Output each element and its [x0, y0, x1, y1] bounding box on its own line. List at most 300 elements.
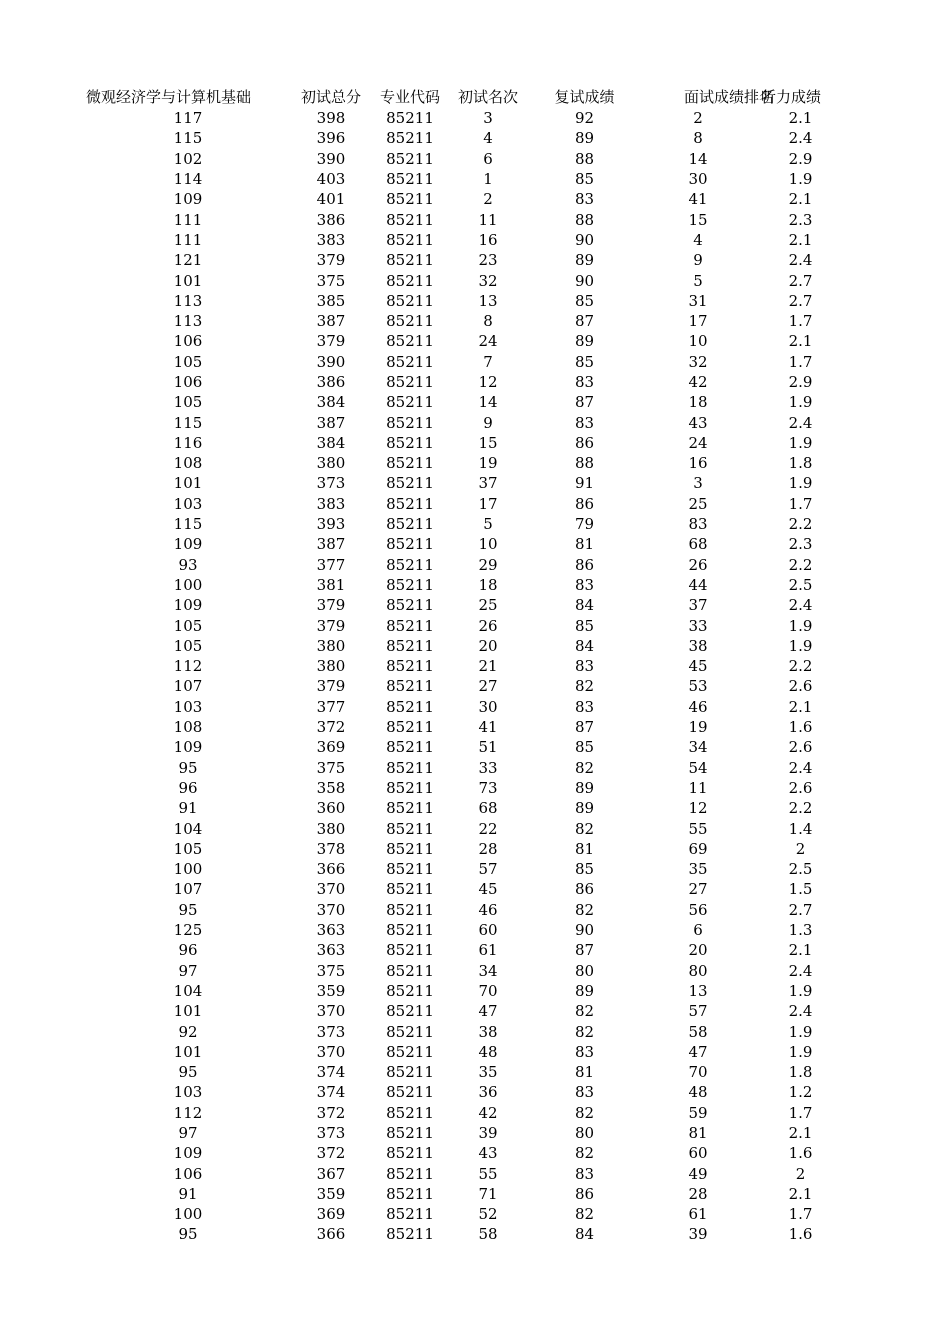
cell-major-code: 85211 — [386, 271, 434, 290]
cell-listening-score: 1.9 — [788, 393, 813, 412]
cell-initial-rank: 48 — [478, 1042, 498, 1061]
cell-initial-total: 380 — [316, 819, 346, 838]
cell-major-code: 85211 — [386, 190, 434, 209]
cell-major-code: 85211 — [386, 1002, 434, 1021]
cell-interview-rank: 81 — [688, 1123, 708, 1142]
cell-initial-total: 387 — [316, 535, 346, 554]
cell-microeconomics-computer: 105 — [173, 636, 203, 655]
cell-major-code: 85211 — [386, 799, 434, 818]
table-row — [86, 1042, 846, 1062]
cell-initial-rank: 3 — [483, 109, 493, 128]
cell-microeconomics-computer: 101 — [173, 1042, 203, 1061]
table-row — [86, 473, 846, 493]
cell-microeconomics-computer: 121 — [173, 251, 203, 270]
cell-retest-score: 89 — [574, 981, 595, 1000]
cell-major-code: 85211 — [386, 778, 434, 797]
cell-initial-rank: 41 — [478, 718, 498, 737]
table-row — [86, 108, 846, 128]
cell-initial-total: 372 — [316, 1144, 346, 1163]
cell-initial-rank: 7 — [483, 352, 493, 371]
cell-listening-score: 1.5 — [788, 880, 813, 899]
score-sheet — [86, 86, 846, 1245]
cell-interview-rank: 35 — [688, 860, 708, 879]
header-initial-rank: 初试名次 — [457, 88, 518, 106]
cell-interview-rank: 26 — [688, 555, 708, 574]
cell-initial-rank: 32 — [478, 271, 498, 290]
cell-major-code: 85211 — [386, 1225, 434, 1244]
cell-initial-total: 379 — [316, 251, 346, 270]
cell-initial-rank: 43 — [478, 1144, 498, 1163]
cell-major-code: 85211 — [386, 961, 434, 980]
cell-listening-score: 2.4 — [788, 596, 813, 615]
cell-microeconomics-computer: 108 — [173, 718, 203, 737]
cell-microeconomics-computer: 113 — [173, 291, 203, 310]
cell-retest-score: 85 — [574, 738, 595, 757]
cell-microeconomics-computer: 106 — [173, 1164, 203, 1183]
cell-retest-score: 82 — [574, 1022, 595, 1041]
cell-listening-score: 2.4 — [788, 251, 813, 270]
cell-major-code: 85211 — [386, 575, 434, 594]
cell-major-code: 85211 — [386, 921, 434, 940]
cell-interview-rank: 48 — [688, 1083, 708, 1102]
cell-major-code: 85211 — [386, 1022, 434, 1041]
cell-initial-total: 369 — [316, 738, 346, 757]
cell-retest-score: 82 — [574, 819, 595, 838]
cell-initial-rank: 5 — [483, 515, 493, 534]
cell-retest-score: 81 — [574, 1063, 595, 1082]
cell-listening-score: 2.4 — [788, 758, 813, 777]
cell-interview-rank: 6 — [693, 921, 703, 940]
cell-retest-score: 90 — [574, 271, 595, 290]
cell-initial-total: 379 — [316, 677, 346, 696]
cell-interview-rank: 24 — [688, 433, 708, 452]
cell-microeconomics-computer: 106 — [173, 332, 203, 351]
cell-initial-rank: 37 — [478, 474, 498, 493]
cell-listening-score: 1.9 — [788, 433, 813, 452]
table-row — [86, 311, 846, 331]
table-row — [86, 1204, 846, 1224]
cell-initial-total: 403 — [316, 170, 346, 189]
cell-initial-rank: 21 — [478, 657, 498, 676]
cell-initial-rank: 29 — [478, 555, 498, 574]
cell-listening-score: 2.7 — [788, 271, 813, 290]
table-row — [86, 1123, 846, 1143]
cell-retest-score: 86 — [574, 433, 595, 452]
cell-listening-score: 2.1 — [788, 109, 813, 128]
cell-microeconomics-computer: 103 — [173, 697, 203, 716]
cell-retest-score: 88 — [574, 210, 595, 229]
cell-microeconomics-computer: 95 — [178, 758, 198, 777]
cell-interview-rank: 56 — [688, 900, 708, 919]
cell-microeconomics-computer: 106 — [173, 373, 203, 391]
cell-interview-rank: 49 — [688, 1164, 708, 1183]
cell-microeconomics-computer: 109 — [173, 190, 203, 209]
cell-initial-total: 359 — [316, 1184, 346, 1203]
cell-initial-rank: 73 — [478, 778, 498, 797]
cell-listening-score: 1.7 — [788, 494, 813, 513]
cell-listening-score: 2.1 — [788, 941, 813, 960]
cell-initial-total: 387 — [316, 413, 346, 432]
cell-initial-rank: 46 — [478, 900, 498, 919]
table-row — [86, 1062, 846, 1082]
cell-initial-rank: 45 — [478, 880, 498, 899]
table-row — [86, 1163, 846, 1183]
cell-retest-score: 80 — [574, 1123, 595, 1142]
table-row — [86, 1224, 846, 1244]
cell-interview-rank: 34 — [688, 738, 708, 757]
cell-microeconomics-computer: 109 — [173, 596, 203, 615]
cell-initial-rank: 71 — [478, 1184, 498, 1203]
cell-retest-score: 91 — [574, 474, 595, 493]
table-row — [86, 778, 846, 798]
cell-initial-rank: 39 — [478, 1123, 498, 1142]
cell-microeconomics-computer: 111 — [173, 230, 203, 249]
cell-major-code: 85211 — [386, 291, 434, 310]
cell-microeconomics-computer: 108 — [173, 454, 203, 473]
cell-major-code: 85211 — [386, 230, 434, 249]
cell-retest-score: 82 — [574, 1103, 595, 1122]
cell-initial-total: 358 — [316, 778, 346, 797]
cell-retest-score: 83 — [574, 657, 595, 676]
cell-initial-rank: 52 — [478, 1205, 498, 1224]
cell-initial-total: 370 — [316, 880, 346, 899]
cell-initial-rank: 1 — [483, 170, 493, 189]
cell-major-code: 85211 — [386, 1042, 434, 1061]
header-major-code: 专业代码 — [379, 88, 440, 106]
cell-initial-total: 374 — [316, 1083, 346, 1102]
cell-initial-rank: 33 — [478, 758, 498, 777]
cell-listening-score: 2.1 — [788, 230, 813, 249]
cell-initial-rank: 27 — [478, 677, 498, 696]
cell-initial-rank: 58 — [478, 1225, 498, 1244]
cell-major-code: 85211 — [386, 697, 434, 716]
cell-listening-score: 1.9 — [788, 1022, 813, 1041]
cell-microeconomics-computer: 116 — [173, 433, 203, 452]
cell-listening-score: 2.1 — [788, 697, 813, 716]
cell-major-code: 85211 — [386, 332, 434, 351]
cell-initial-total: 380 — [316, 454, 346, 473]
cell-retest-score: 82 — [574, 1002, 595, 1021]
cell-initial-rank: 30 — [478, 697, 498, 716]
cell-major-code: 85211 — [386, 819, 434, 838]
cell-interview-rank: 58 — [688, 1022, 708, 1041]
table-row — [86, 1184, 846, 1204]
cell-interview-rank: 44 — [688, 575, 708, 594]
cell-initial-rank: 68 — [478, 799, 498, 818]
cell-listening-score: 1.9 — [788, 474, 813, 493]
cell-listening-score: 2.4 — [788, 961, 813, 980]
cell-initial-rank: 4 — [483, 129, 493, 148]
cell-interview-rank: 30 — [688, 170, 708, 189]
cell-retest-score: 83 — [574, 575, 595, 594]
cell-initial-total: 359 — [316, 981, 346, 1000]
cell-initial-total: 377 — [316, 555, 346, 574]
cell-interview-rank: 32 — [688, 352, 708, 371]
cell-interview-rank: 16 — [688, 454, 708, 473]
cell-retest-score: 86 — [574, 880, 595, 899]
cell-retest-score: 82 — [574, 677, 595, 696]
cell-listening-score: 2.1 — [788, 1123, 813, 1142]
cell-initial-total: 375 — [316, 271, 346, 290]
cell-initial-total: 369 — [316, 1205, 346, 1224]
cell-interview-rank: 54 — [688, 758, 708, 777]
cell-interview-rank: 41 — [688, 190, 708, 209]
cell-listening-score: 1.9 — [788, 170, 813, 189]
cell-initial-rank: 51 — [478, 738, 498, 757]
cell-microeconomics-computer: 107 — [173, 880, 203, 899]
cell-initial-rank: 6 — [483, 149, 493, 168]
cell-interview-rank: 4 — [693, 230, 703, 249]
cell-microeconomics-computer: 117 — [173, 109, 203, 128]
cell-retest-score: 84 — [574, 1225, 595, 1244]
cell-initial-rank: 47 — [478, 1002, 498, 1021]
cell-retest-score: 84 — [574, 596, 595, 615]
cell-major-code: 85211 — [386, 251, 434, 270]
cell-initial-rank: 70 — [478, 981, 498, 1000]
cell-initial-total: 384 — [316, 433, 346, 452]
cell-major-code: 85211 — [386, 373, 434, 391]
table-row — [86, 128, 846, 148]
table-row — [86, 270, 846, 290]
cell-listening-score: 1.9 — [788, 1042, 813, 1061]
cell-microeconomics-computer: 96 — [178, 778, 198, 797]
cell-major-code: 85211 — [386, 1063, 434, 1082]
cell-retest-score: 90 — [574, 230, 595, 249]
table-row — [86, 900, 846, 920]
cell-initial-rank: 12 — [478, 373, 498, 391]
cell-microeconomics-computer: 115 — [173, 129, 203, 148]
cell-major-code: 85211 — [386, 393, 434, 412]
cell-major-code: 85211 — [386, 1184, 434, 1203]
cell-interview-rank: 47 — [688, 1042, 708, 1061]
cell-initial-total: 373 — [316, 1022, 346, 1041]
cell-interview-rank: 9 — [693, 251, 703, 270]
cell-retest-score: 86 — [574, 555, 595, 574]
cell-listening-score: 1.7 — [788, 312, 813, 331]
cell-interview-rank: 2 — [693, 109, 703, 128]
cell-initial-total: 393 — [316, 515, 346, 534]
cell-initial-total: 383 — [316, 230, 346, 249]
cell-major-code: 85211 — [386, 1164, 434, 1183]
cell-microeconomics-computer: 101 — [173, 271, 203, 290]
header-microeconomics-computer: 微观经济学与计算机基础 — [86, 88, 252, 106]
cell-retest-score: 86 — [574, 1184, 595, 1203]
cell-retest-score: 83 — [574, 413, 595, 432]
table-row — [86, 818, 846, 838]
cell-initial-rank: 15 — [478, 433, 498, 452]
cell-microeconomics-computer: 97 — [178, 961, 198, 980]
cell-retest-score: 86 — [574, 494, 595, 513]
cell-retest-score: 87 — [574, 941, 595, 960]
cell-initial-total: 375 — [316, 758, 346, 777]
cell-major-code: 85211 — [386, 636, 434, 655]
cell-initial-rank: 23 — [478, 251, 498, 270]
cell-initial-total: 375 — [316, 961, 346, 980]
cell-initial-rank: 34 — [478, 961, 498, 980]
cell-interview-rank: 33 — [688, 616, 708, 635]
cell-retest-score: 83 — [574, 697, 595, 716]
cell-listening-score: 1.7 — [788, 1205, 813, 1224]
cell-interview-rank: 60 — [688, 1144, 708, 1163]
cell-initial-total: 367 — [316, 1164, 346, 1183]
cell-initial-total: 386 — [316, 210, 346, 229]
table-body — [86, 108, 846, 1245]
cell-major-code: 85211 — [386, 758, 434, 777]
cell-major-code: 85211 — [386, 170, 434, 189]
table-row — [86, 676, 846, 696]
cell-microeconomics-computer: 91 — [178, 799, 198, 818]
cell-interview-rank: 55 — [688, 819, 708, 838]
cell-interview-rank: 57 — [688, 1002, 708, 1021]
cell-initial-total: 379 — [316, 332, 346, 351]
cell-microeconomics-computer: 112 — [173, 657, 203, 676]
table-row — [86, 149, 846, 169]
table-row — [86, 940, 846, 960]
cell-listening-score: 2.4 — [788, 413, 813, 432]
cell-major-code: 85211 — [386, 1144, 434, 1163]
cell-microeconomics-computer: 112 — [173, 1103, 203, 1122]
table-row — [86, 392, 846, 412]
cell-retest-score: 85 — [574, 860, 595, 879]
table-row — [86, 1143, 846, 1163]
cell-initial-rank: 24 — [478, 332, 498, 351]
cell-initial-rank: 16 — [478, 230, 498, 249]
cell-major-code: 85211 — [386, 454, 434, 473]
table-row — [86, 839, 846, 859]
cell-interview-rank: 83 — [688, 515, 708, 534]
table-row — [86, 352, 846, 372]
cell-initial-rank: 22 — [478, 819, 498, 838]
cell-interview-rank: 11 — [688, 778, 708, 797]
cell-retest-score: 83 — [574, 190, 595, 209]
cell-listening-score: 1.9 — [788, 636, 813, 655]
cell-retest-score: 85 — [574, 170, 595, 189]
cell-major-code: 85211 — [386, 129, 434, 148]
cell-retest-score: 80 — [574, 961, 595, 980]
cell-initial-rank: 57 — [478, 860, 498, 879]
cell-microeconomics-computer: 101 — [173, 474, 203, 493]
cell-listening-score: 2.2 — [788, 799, 813, 818]
cell-microeconomics-computer: 100 — [173, 1205, 203, 1224]
cell-listening-score: 2.7 — [788, 900, 813, 919]
cell-initial-rank: 28 — [478, 839, 498, 858]
cell-retest-score: 82 — [574, 758, 595, 777]
cell-microeconomics-computer: 92 — [178, 1022, 198, 1041]
cell-initial-total: 379 — [316, 616, 346, 635]
cell-listening-score: 1.8 — [788, 1063, 813, 1082]
cell-major-code: 85211 — [386, 880, 434, 899]
cell-initial-total: 380 — [316, 636, 346, 655]
cell-major-code: 85211 — [386, 1083, 434, 1102]
cell-retest-score: 83 — [574, 1083, 595, 1102]
cell-listening-score: 2 — [795, 839, 806, 858]
cell-initial-total: 379 — [316, 596, 346, 615]
cell-major-code: 85211 — [386, 616, 434, 635]
cell-interview-rank: 68 — [688, 535, 708, 554]
cell-major-code: 85211 — [386, 860, 434, 879]
cell-interview-rank: 69 — [688, 839, 708, 858]
cell-initial-total: 366 — [316, 1225, 346, 1244]
cell-retest-score: 83 — [574, 1164, 595, 1183]
cell-microeconomics-computer: 115 — [173, 515, 203, 534]
cell-interview-rank: 53 — [688, 677, 708, 696]
cell-listening-score: 1.7 — [788, 352, 813, 371]
cell-microeconomics-computer: 93 — [178, 555, 198, 574]
cell-initial-total: 385 — [316, 291, 346, 310]
cell-initial-total: 380 — [316, 657, 346, 676]
header-row — [86, 86, 846, 108]
cell-microeconomics-computer: 95 — [178, 1225, 198, 1244]
table-row — [86, 412, 846, 432]
cell-listening-score: 2.4 — [788, 1002, 813, 1021]
cell-interview-rank: 14 — [688, 149, 708, 168]
cell-major-code: 85211 — [386, 474, 434, 493]
cell-interview-rank: 37 — [688, 596, 708, 615]
cell-major-code: 85211 — [386, 109, 434, 128]
cell-listening-score: 1.6 — [788, 718, 813, 737]
cell-initial-total: 360 — [316, 799, 346, 818]
cell-retest-score: 85 — [574, 616, 595, 635]
cell-retest-score: 87 — [574, 393, 595, 412]
cell-microeconomics-computer: 100 — [173, 575, 203, 594]
cell-initial-rank: 60 — [478, 921, 498, 940]
cell-interview-rank: 70 — [688, 1063, 708, 1082]
cell-microeconomics-computer: 96 — [178, 941, 198, 960]
cell-microeconomics-computer: 105 — [173, 616, 203, 635]
cell-major-code: 85211 — [386, 1123, 434, 1142]
cell-microeconomics-computer: 104 — [173, 819, 203, 838]
table-row — [86, 169, 846, 189]
cell-retest-score: 85 — [574, 352, 595, 371]
cell-major-code: 85211 — [386, 1205, 434, 1224]
cell-listening-score: 2.7 — [788, 291, 813, 310]
cell-retest-score: 90 — [574, 921, 595, 940]
cell-listening-score: 1.6 — [788, 1225, 813, 1244]
cell-initial-rank: 11 — [478, 210, 498, 229]
header-retest-score: 复试成绩 — [554, 88, 615, 106]
header-initial-total: 初试总分 — [300, 88, 361, 106]
cell-retest-score: 89 — [574, 799, 595, 818]
table-row — [86, 595, 846, 615]
cell-microeconomics-computer: 105 — [173, 393, 203, 412]
cell-interview-rank: 46 — [688, 697, 708, 716]
cell-interview-rank: 28 — [688, 1184, 708, 1203]
score-table — [86, 86, 846, 1245]
cell-interview-rank: 13 — [688, 981, 708, 1000]
cell-microeconomics-computer: 100 — [173, 860, 203, 879]
cell-listening-score: 2.2 — [788, 555, 813, 574]
cell-major-code: 85211 — [386, 677, 434, 696]
table-row — [86, 758, 846, 778]
cell-initial-total: 373 — [316, 474, 346, 493]
cell-initial-total: 372 — [316, 718, 346, 737]
cell-retest-score: 92 — [574, 109, 595, 128]
cell-initial-rank: 36 — [478, 1083, 498, 1102]
cell-retest-score: 79 — [574, 515, 595, 534]
cell-listening-score: 2.9 — [788, 149, 813, 168]
cell-major-code: 85211 — [386, 555, 434, 574]
cell-major-code: 85211 — [386, 433, 434, 452]
cell-retest-score: 87 — [574, 718, 595, 737]
cell-major-code: 85211 — [386, 515, 434, 534]
cell-initial-total: 374 — [316, 1063, 346, 1082]
cell-retest-score: 82 — [574, 900, 595, 919]
cell-retest-score: 81 — [574, 535, 595, 554]
cell-initial-rank: 19 — [478, 454, 498, 473]
cell-microeconomics-computer: 125 — [173, 921, 203, 940]
cell-initial-total: 370 — [316, 900, 346, 919]
cell-interview-rank: 45 — [688, 657, 708, 676]
